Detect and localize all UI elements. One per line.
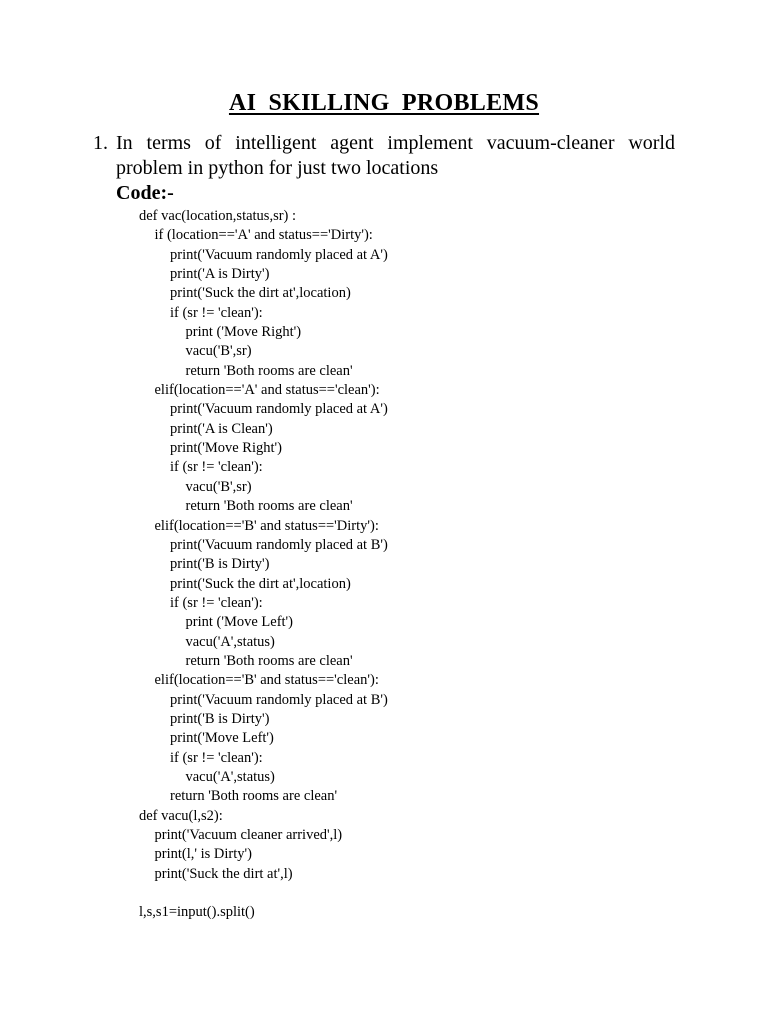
code-line: def vac(location,status,sr) : <box>139 208 297 224</box>
page-title: AI SKILLING PROBLEMS <box>228 90 540 116</box>
code-line: return 'Both rooms are clean' <box>185 362 353 379</box>
code-line: print('Suck the dirt at',l) <box>154 865 293 882</box>
code-line: return 'Both rooms are clean' <box>185 498 353 515</box>
code-block <box>139 207 388 923</box>
code-line: if (sr != 'clean'): <box>170 594 263 611</box>
code-heading: Code:- <box>116 182 174 204</box>
code-line: if (sr != 'clean'): <box>170 304 263 321</box>
code-line: elif(location=='B' and status=='clean'): <box>154 672 379 689</box>
code-line: print('A is Dirty') <box>170 266 270 283</box>
code-line: print('Move Left') <box>170 730 274 747</box>
code-line <box>139 884 388 903</box>
code-line: if (location=='A' and status=='Dirty'): <box>154 227 373 244</box>
code-line: print('Move Right') <box>170 440 282 457</box>
code-line: print('Vacuum randomly placed at A') <box>170 246 388 263</box>
code-line: vacu('B',sr) <box>185 478 252 495</box>
question-number: 1. <box>93 132 108 154</box>
code-line: print('Vacuum randomly placed at B') <box>170 536 388 553</box>
code-line: print(l,' is Dirty') <box>154 846 252 863</box>
code-line: print('Vacuum randomly placed at B') <box>170 691 388 708</box>
code-line: print('Suck the dirt at',location) <box>170 575 351 592</box>
code-line: if (sr != 'clean'): <box>170 749 263 766</box>
code-line: return 'Both rooms are clean' <box>185 652 353 669</box>
code-line: print ('Move Left') <box>185 614 293 631</box>
code-line: print('B is Dirty') <box>170 556 270 573</box>
code-line: vacu('A',status) <box>185 633 275 650</box>
code-line: print('B is Dirty') <box>170 710 270 727</box>
code-line: print ('Move Right') <box>185 324 302 341</box>
code-line: elif(location=='B' and status=='Dirty'): <box>154 517 379 534</box>
code-line: vacu('A',status) <box>185 768 275 785</box>
code-line: if (sr != 'clean'): <box>170 459 263 476</box>
question-text <box>116 131 675 181</box>
code-line: def vacu(l,s2): <box>139 807 223 824</box>
code-line: print('Suck the dirt at',location) <box>170 285 351 302</box>
code-line: elif(location=='A' and status=='clean'): <box>154 382 380 399</box>
code-line: l,s,s1=input().split() <box>139 904 255 921</box>
question-text-line-1: In terms of intelligent agent implement vacuum-cleaner world <box>116 132 675 154</box>
code-line: vacu('B',sr) <box>185 343 252 360</box>
code-line: return 'Both rooms are clean' <box>170 788 338 805</box>
code-line: print('Vacuum cleaner arrived',l) <box>154 827 343 843</box>
code-line: print('Vacuum randomly placed at A') <box>170 401 388 418</box>
code-line: print('A is Clean') <box>170 420 273 437</box>
question-text-line-2: problem in python for just two locations <box>116 157 439 179</box>
